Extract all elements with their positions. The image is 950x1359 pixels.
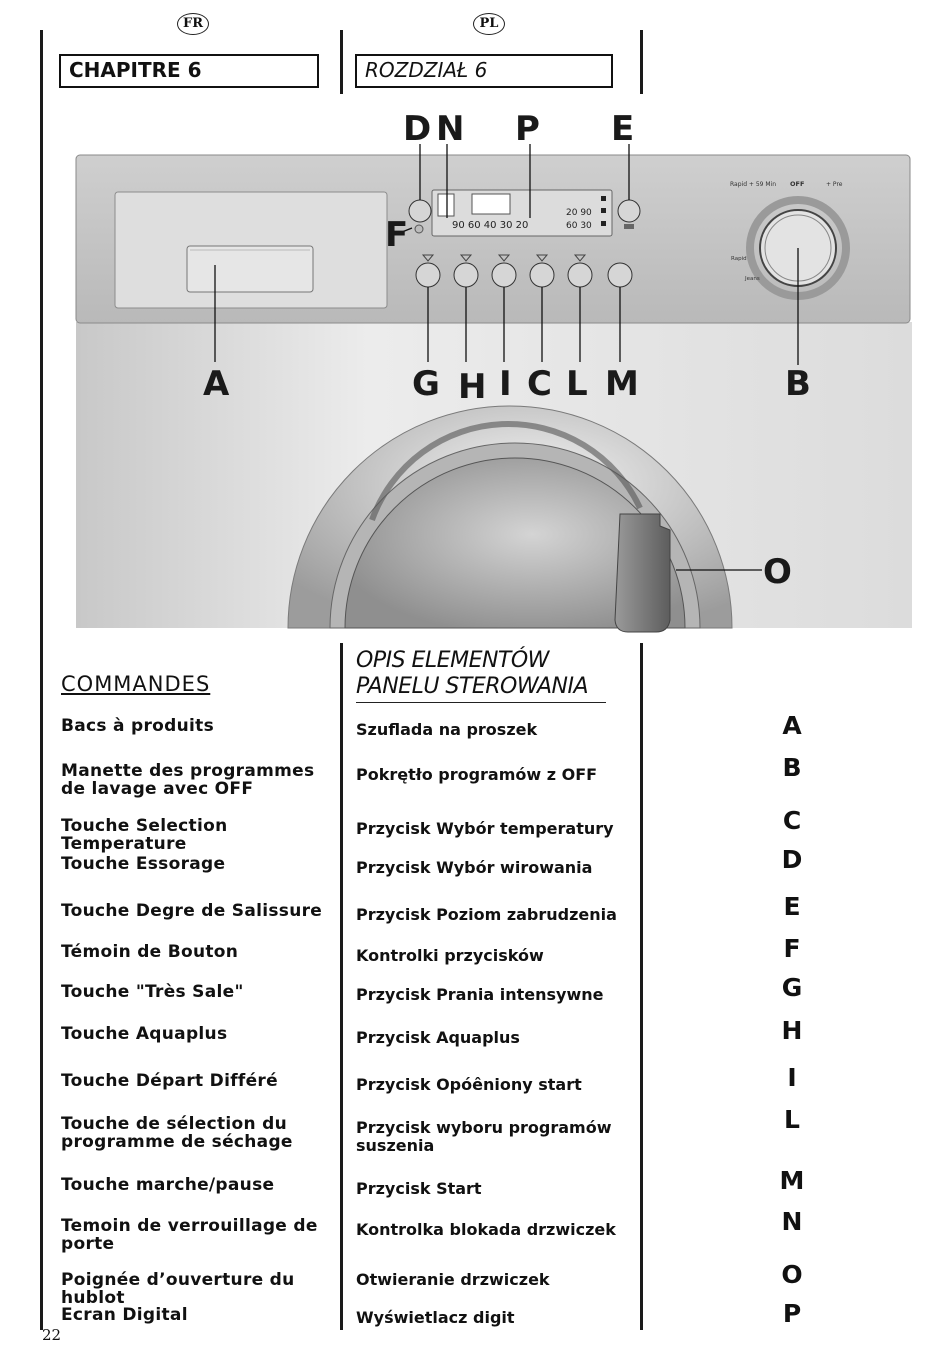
door-lock-indicator — [415, 225, 423, 233]
display-spin: 60 30 — [566, 221, 592, 231]
column-rule-right — [640, 30, 643, 94]
row-fr-A: Bacs à produits — [61, 716, 215, 736]
callout-P: P — [515, 109, 540, 149]
spin-button[interactable] — [409, 200, 431, 222]
column-rule-right-lower — [640, 643, 643, 1330]
row-pl-L: Przycisk wyboru programów suszenia — [356, 1118, 612, 1155]
row-fr-B: Manette des programmes de lavage avec OFF — [61, 761, 315, 799]
row-code-G: G — [781, 973, 803, 1002]
dial-label-jeans: Jeans — [745, 276, 760, 282]
column-rule-middle — [340, 30, 343, 94]
row-pl-A: Szuflada na proszek — [356, 720, 538, 739]
row-fr-H: Touche Aquaplus — [61, 1024, 228, 1044]
callout-G: G — [412, 364, 440, 404]
start-pause-button[interactable] — [608, 263, 632, 287]
page-number: 22 — [42, 1326, 62, 1344]
row-fr-C: Touche Selection Temperature — [61, 816, 228, 854]
drying-button[interactable] — [568, 263, 592, 287]
row-pl-F: Kontrolki przycisków — [356, 946, 544, 965]
aquaplus-button[interactable] — [454, 263, 478, 287]
door-handle[interactable] — [615, 514, 670, 632]
row-fr-N: Temoin de verrouillage de porte — [61, 1216, 318, 1254]
row-code-D: D — [781, 845, 803, 874]
callout-O: O — [763, 552, 792, 592]
row-code-N: N — [781, 1207, 803, 1236]
row-code-F: F — [783, 934, 801, 963]
row-fr-M: Touche marche/pause — [61, 1175, 275, 1195]
row-pl-B: Pokrętło programów z OFF — [356, 765, 598, 784]
language-badge-pl: PL — [473, 13, 505, 35]
row-fr-P: Ecran Digital — [61, 1305, 188, 1325]
row-code-M: M — [779, 1166, 805, 1195]
language-badge-fr: FR — [177, 13, 209, 35]
callout-A: A — [203, 364, 230, 404]
row-fr-F: Témoin de Bouton — [61, 942, 239, 962]
callout-F: F — [385, 215, 409, 255]
row-pl-E: Przycisk Poziom zabrudzenia — [356, 905, 617, 924]
row-code-E: E — [783, 892, 801, 921]
temperature-button[interactable] — [530, 263, 554, 287]
row-fr-L: Touche de sélection du programme de séchage — [61, 1114, 293, 1152]
dial-label-rapid: Rapid — [731, 256, 747, 262]
row-fr-I: Touche Départ Différé — [61, 1071, 278, 1091]
callout-E: E — [611, 109, 635, 149]
row-code-A: A — [782, 711, 802, 740]
column-rule-middle-lower — [340, 643, 343, 1330]
callout-H: H — [458, 367, 487, 407]
row-fr-G: Touche "Très Sale" — [61, 982, 244, 1002]
row-pl-H: Przycisk Aquaplus — [356, 1028, 520, 1047]
display-temp-right: 20 90 — [566, 208, 592, 218]
row-code-B: B — [782, 753, 802, 782]
drawer-handle[interactable] — [187, 246, 313, 292]
heading-opis-elementow — [356, 648, 606, 703]
row-code-I: I — [787, 1063, 797, 1092]
row-fr-D: Touche Essorage — [61, 854, 226, 874]
heading-commandes: COMMANDES — [61, 672, 211, 696]
callout-L: L — [566, 364, 588, 404]
row-pl-D: Przycisk Wybór wirowania — [356, 858, 593, 877]
heading-pl-line1: OPIS ELEMENTÓW — [356, 648, 549, 673]
callout-B: B — [785, 364, 811, 404]
callout-I: I — [499, 364, 512, 404]
callout-M: M — [605, 364, 639, 404]
display-temperatures: 90 60 40 30 20 — [452, 220, 529, 231]
row-code-C: C — [782, 806, 802, 835]
dial-label-top-left: Rapid + 59 Min — [730, 181, 777, 188]
row-pl-I: Przycisk Opóêniony start — [356, 1075, 582, 1094]
row-code-O: O — [781, 1260, 803, 1289]
delay-start-button[interactable] — [492, 263, 516, 287]
row-code-H: H — [781, 1016, 803, 1045]
callout-C: C — [527, 364, 552, 404]
row-pl-C: Przycisk Wybór temperatury — [356, 819, 614, 838]
row-fr-O: Poignée d’ouverture du hublot — [61, 1270, 295, 1308]
callout-D: D — [403, 109, 432, 149]
row-pl-O: Otwieranie drzwiczek — [356, 1270, 550, 1289]
row-code-L: L — [784, 1105, 800, 1134]
soil-level-button[interactable] — [618, 200, 640, 222]
row-pl-M: Przycisk Start — [356, 1179, 482, 1198]
washing-machine-diagram — [0, 100, 950, 635]
row-code-P: P — [782, 1299, 802, 1328]
very-dirty-button[interactable] — [416, 263, 440, 287]
chapter-title-pl: ROZDZIAŁ 6 — [355, 54, 613, 88]
callout-N: N — [436, 109, 465, 149]
row-pl-G: Przycisk Prania intensywne — [356, 985, 604, 1004]
dial-label-top-right: + Pre — [826, 181, 843, 188]
dial-label-off: OFF — [790, 180, 805, 188]
heading-pl-line2: PANELU STEROWANIA — [356, 674, 589, 699]
row-fr-E: Touche Degre de Salissure — [61, 901, 323, 921]
row-pl-P: Wyświetlacz digit — [356, 1308, 515, 1327]
chapter-title-fr: CHAPITRE 6 — [59, 54, 319, 88]
row-pl-N: Kontrolka blokada drzwiczek — [356, 1220, 616, 1239]
